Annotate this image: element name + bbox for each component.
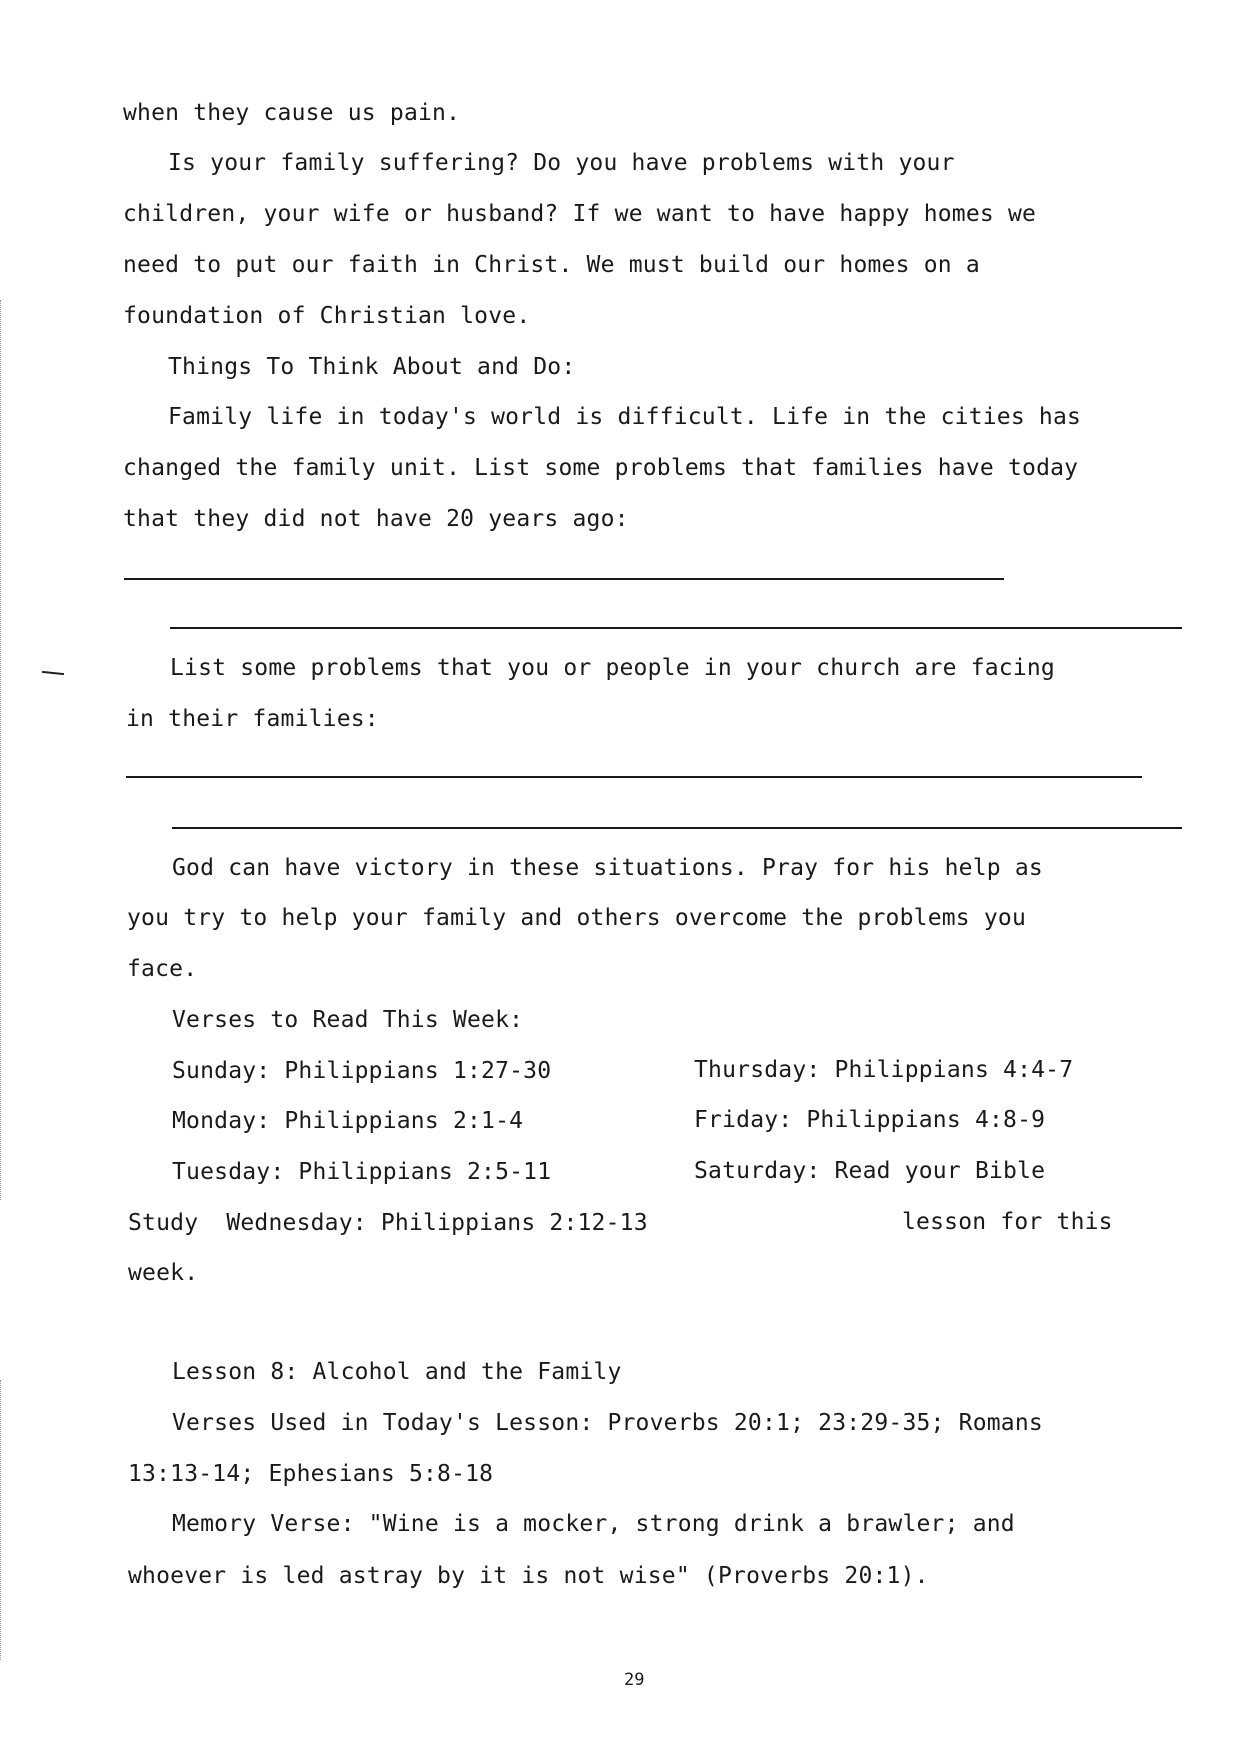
answer-line bbox=[124, 578, 1004, 580]
paragraph-line: you try to help your family and others overcome the problems you bbox=[127, 905, 1027, 931]
paragraph-line: God can have victory in these situations. Pray for his help as bbox=[172, 855, 1043, 881]
paragraph-line: when they cause us pain. bbox=[123, 100, 461, 126]
paragraph-line: Is your family suffering? Do you have problems with your bbox=[168, 150, 955, 176]
scan-margin-mark bbox=[0, 300, 7, 1200]
reading-day: Friday: Philippians 4:8-9 bbox=[694, 1107, 1046, 1133]
paragraph-line: Verses Used in Today's Lesson: Proverbs 20:1; 23:29-35; Romans bbox=[172, 1410, 1043, 1436]
scan-artifact bbox=[42, 671, 64, 675]
reading-continuation: week. bbox=[128, 1260, 199, 1286]
memory-verse: Memory Verse: "Wine is a mocker, strong drink a brawler; and bbox=[172, 1511, 1015, 1537]
paragraph-line: children, your wife or husband? If we want to have happy homes we bbox=[123, 201, 1037, 227]
paragraph-line: in their families: bbox=[126, 706, 379, 732]
reading-day: Tuesday: Philippians 2:5-11 bbox=[172, 1159, 552, 1185]
answer-line bbox=[170, 627, 1182, 629]
reading-day: Thursday: Philippians 4:4-7 bbox=[694, 1057, 1074, 1083]
reading-continuation: lesson for this bbox=[902, 1209, 1113, 1235]
section-heading: Things To Think About and Do: bbox=[168, 354, 576, 380]
reading-day: Monday: Philippians 2:1-4 bbox=[172, 1108, 524, 1134]
paragraph-line: changed the family unit. List some problems that families have today bbox=[123, 455, 1079, 481]
lesson-title: Lesson 8: Alcohol and the Family bbox=[172, 1359, 622, 1385]
paragraph-line: that they did not have 20 years ago: bbox=[123, 506, 629, 532]
memory-verse: whoever is led astray by it is not wise" (Proverbs 20:1). bbox=[128, 1563, 929, 1589]
reading-day: Saturday: Read your Bible bbox=[694, 1158, 1046, 1184]
paragraph-line: 13:13-14; Ephesians 5:8-18 bbox=[128, 1461, 494, 1487]
reading-day: Sunday: Philippians 1:27-30 bbox=[172, 1058, 552, 1084]
answer-line bbox=[172, 827, 1182, 829]
paragraph-line: need to put our faith in Christ. We must build our homes on a bbox=[123, 252, 980, 278]
verses-heading: Verses to Read This Week: bbox=[172, 1007, 524, 1033]
page-number: 29 bbox=[624, 1670, 645, 1690]
paragraph-line: List some problems that you or people in your church are facing bbox=[170, 655, 1055, 681]
reading-day: Study Wednesday: Philippians 2:12-13 bbox=[128, 1210, 648, 1236]
paragraph-line: foundation of Christian love. bbox=[123, 303, 531, 329]
paragraph-line: face. bbox=[127, 956, 198, 982]
answer-line bbox=[126, 776, 1142, 778]
paragraph-line: Family life in today's world is difficult. Life in the cities has bbox=[168, 404, 1082, 430]
scan-margin-mark bbox=[0, 1380, 7, 1660]
